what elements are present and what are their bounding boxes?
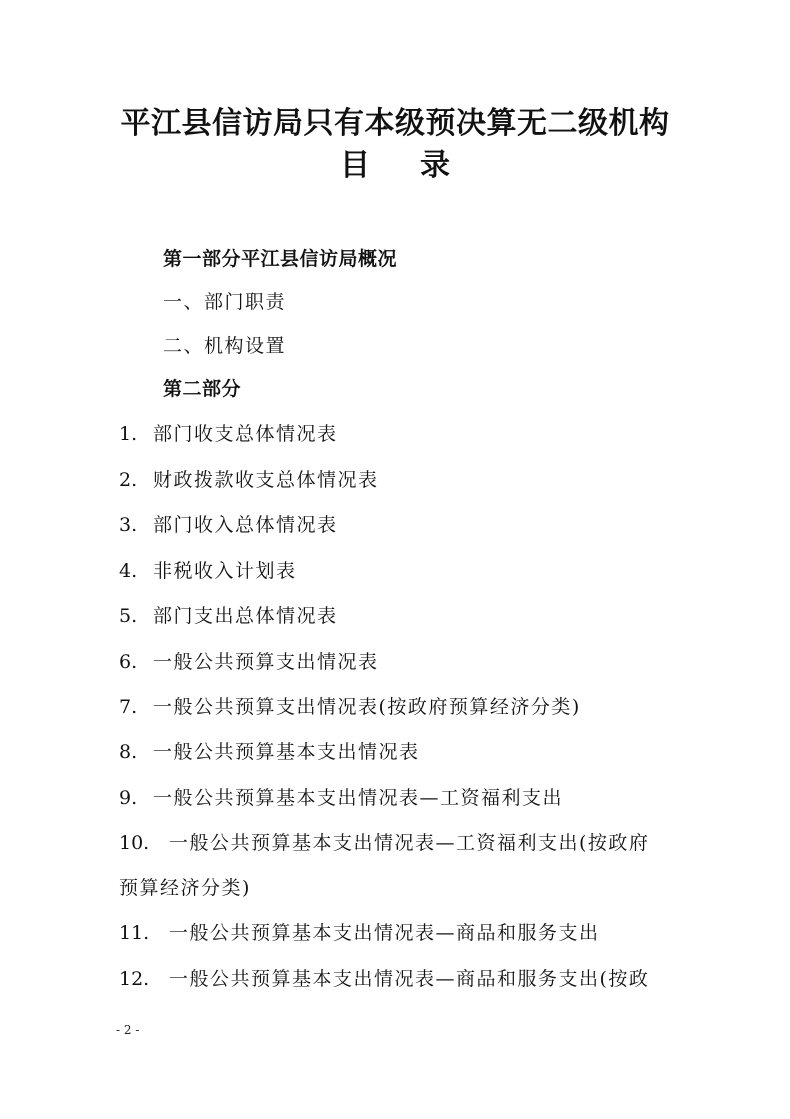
part2-heading: 第二部分 xyxy=(163,378,242,400)
toc-heading: 目录 xyxy=(340,148,500,183)
page-number: - 2 - xyxy=(116,1023,140,1037)
part1-heading: 第一部分平江县信访局概况 xyxy=(163,248,398,270)
toc-item: 4. 非税收入计划表 xyxy=(119,560,297,582)
toc-item: 12. 一般公共预算基本支出情况表—商品和服务支出(按政 xyxy=(119,968,650,990)
part1-item-duties: 一、部门职责 xyxy=(163,291,287,313)
toc-item: 6. 一般公共预算支出情况表 xyxy=(119,651,379,673)
document-title: 平江县信访局只有本级预决算无二级机构 xyxy=(120,106,670,141)
toc-item: 11. 一般公共预算基本支出情况表—商品和服务支出 xyxy=(119,922,600,944)
toc-item-continuation: 预算经济分类) xyxy=(119,877,251,899)
toc-item: 2. 财政拨款收支总体情况表 xyxy=(119,469,379,491)
part1-item-structure: 二、机构设置 xyxy=(163,335,287,357)
toc-item: 3. 部门收入总体情况表 xyxy=(119,514,338,536)
toc-item: 10. 一般公共预算基本支出情况表—工资福利支出(按政府 xyxy=(119,832,650,854)
toc-item: 5. 部门支出总体情况表 xyxy=(119,605,338,627)
toc-item: 8. 一般公共预算基本支出情况表 xyxy=(119,741,420,763)
toc-item: 1. 部门收支总体情况表 xyxy=(119,423,338,445)
toc-item: 7. 一般公共预算支出情况表(按政府预算经济分类) xyxy=(119,696,581,718)
toc-item: 9. 一般公共预算基本支出情况表—工资福利支出 xyxy=(119,787,564,809)
